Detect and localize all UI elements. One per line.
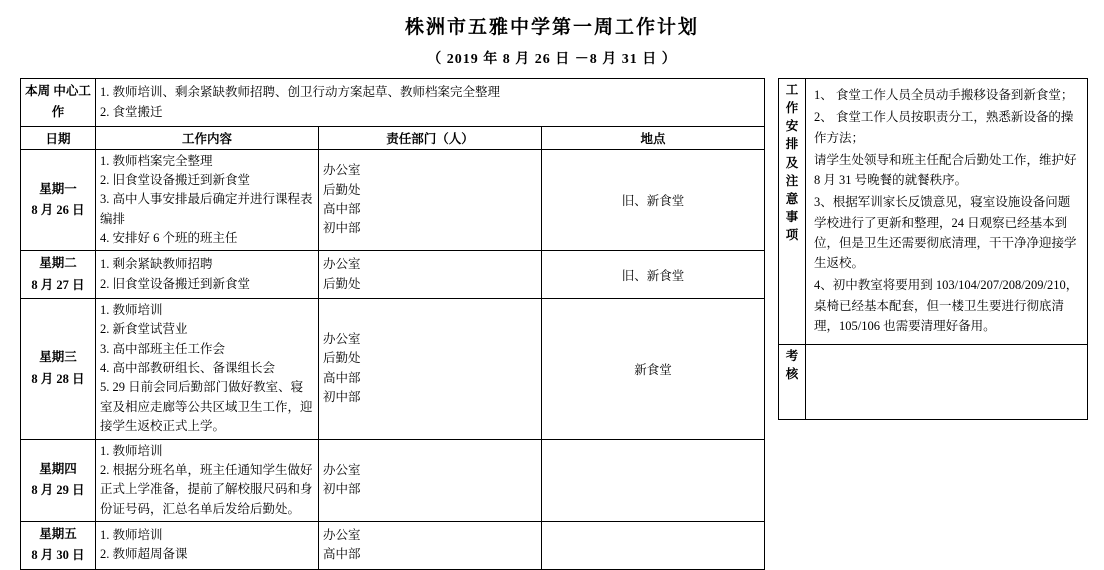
department-item: 初中部 [323, 390, 361, 405]
note-item: 1、 食堂工作人员全员动手搬移设备到新食堂； [814, 88, 1074, 102]
row-place [542, 439, 765, 522]
row-department [319, 251, 542, 299]
department-item: 后勤处 [323, 182, 361, 197]
vertical-char: 项 [785, 228, 799, 242]
department-item: 后勤处 [323, 351, 361, 366]
row-date [21, 439, 96, 522]
header-department: 责任部门（人） [319, 126, 542, 149]
row-date-weekday: 星期四 [39, 462, 77, 476]
row-date [21, 149, 96, 251]
table-row [21, 298, 765, 439]
vertical-char: 意 [785, 191, 799, 206]
row-date-weekday: 星期五 [39, 527, 77, 541]
content-item: 3. 高中人事安排最后确定并进行课程表编排 [100, 192, 313, 226]
content-item: 4. 高中部教研组长、备课组长会 [100, 361, 276, 375]
row-date [21, 298, 96, 439]
department-item: 高中部 [323, 201, 361, 216]
content-item: 2. 旧食堂设备搬迁到新食堂 [100, 172, 251, 187]
department-item: 后勤处 [323, 276, 361, 291]
row-date-weekday: 星期三 [39, 350, 77, 365]
content-area [0, 78, 1104, 570]
department-item: 办公室 [323, 163, 361, 178]
department-item: 办公室 [323, 462, 361, 477]
row-place: 旧、新食堂 [542, 251, 765, 299]
notes-body [806, 79, 1088, 345]
row-content [96, 522, 319, 570]
row-date-date: 8 月 26 日 [31, 202, 85, 217]
row-place [542, 522, 765, 570]
assessment-body [806, 345, 1088, 420]
focus-content [96, 79, 765, 127]
row-department [319, 149, 542, 251]
notes-row [779, 79, 1088, 345]
department-item: 高中部 [323, 370, 361, 385]
note-item: 4、初中教室将要用到 103/104/207/208/209/210，桌椅已经基本配套，但一楼卫生要进行彻底清理，105/106 也需要清理好备用。 [814, 278, 1079, 333]
header-content: 工作内容 [96, 126, 319, 149]
focus-row [21, 79, 765, 127]
row-department [319, 522, 542, 570]
vertical-char: 注 [785, 173, 799, 188]
vertical-char: 排 [785, 137, 799, 152]
content-item: 2. 新食堂试营业 [100, 322, 188, 337]
row-date-date: 8 月 28 日 [31, 371, 85, 386]
department-item: 初中部 [323, 221, 361, 236]
department-item: 办公室 [323, 257, 361, 272]
vertical-char: 及 [785, 155, 799, 170]
row-department [319, 439, 542, 522]
department-item: 初中部 [323, 482, 361, 497]
row-content [96, 298, 319, 439]
content-item: 1. 剩余紧缺教师招聘 [100, 257, 213, 272]
department-item: 办公室 [323, 331, 361, 346]
row-department [319, 298, 542, 439]
focus-item: 1. 教师培训、剩余紧缺教师招聘、创卫行动方案起草、教师档案完全整理 [100, 85, 501, 100]
document-page [0, 12, 1104, 563]
note-item: 2、 食堂工作人员按职责分工，熟悉新设备的操作方法； [814, 110, 1074, 145]
vertical-char: 核 [785, 367, 799, 382]
vertical-char: 考 [785, 349, 799, 363]
row-date-date: 8 月 29 日 [31, 483, 85, 498]
header-date: 日期 [21, 126, 96, 149]
content-item: 4. 安排好 6 个班的班主任 [100, 231, 238, 245]
row-content [96, 251, 319, 299]
page-subtitle: （ 2019 年 8 月 26 日 －8 月 31 日 ） [427, 52, 677, 67]
content-item: 1. 教师培训 [100, 443, 163, 458]
focus-label-line2: 中心工作 [51, 84, 91, 120]
vertical-char: 工 [785, 83, 799, 97]
weekly-plan-table [20, 78, 765, 570]
vertical-char: 作 [785, 101, 799, 116]
note-item: 请学生处领导和班主任配合后勤处工作，维护好 8 月 31 号晚餐的就餐秩序。 [814, 152, 1077, 187]
notes-table [778, 78, 1088, 420]
content-item: 1. 教师培训 [100, 527, 163, 542]
row-place: 新食堂 [542, 298, 765, 439]
row-date-weekday: 星期一 [39, 181, 77, 196]
row-place: 旧、新食堂 [542, 149, 765, 251]
row-date [21, 251, 96, 299]
content-item: 2. 根据分班名单，班主任通知学生做好正式上学准备，提前了解校服尺码和身份证号码，汇总名单后发给后勤处。 [100, 462, 313, 516]
table-row [21, 251, 765, 299]
focus-label [21, 79, 96, 127]
focus-item: 2. 食堂搬迁 [100, 105, 163, 120]
header-row [21, 126, 765, 149]
row-date [21, 522, 96, 570]
header-place: 地点 [542, 126, 765, 149]
content-item: 1. 教师档案完全整理 [100, 153, 213, 168]
table-row [21, 439, 765, 522]
vertical-char: 安 [785, 119, 799, 134]
notes-vertical-label [779, 79, 806, 345]
row-date-date: 8 月 30 日 [31, 548, 85, 563]
row-date-weekday: 星期二 [39, 256, 77, 271]
content-item: 3. 高中部班主任工作会 [100, 341, 226, 356]
department-item: 高中部 [323, 547, 361, 562]
page-title: 株洲市五雅中学第一周工作计划 [404, 17, 699, 38]
note-item: 3、根据军训家长反馈意见，寝室设施设备问题学校进行了更新和整理，24 日观察已经基本到位，但是卫生还需要彻底清理，干干净净迎接学生返校。 [814, 195, 1077, 270]
table-row [21, 149, 765, 251]
content-item: 5. 29 日前会同后勤部门做好教室、寝室及相应走廊等公共区域卫生工作，迎接学生返校正式上学。 [100, 380, 313, 434]
row-date-date: 8 月 27 日 [31, 277, 85, 292]
department-item: 办公室 [323, 527, 361, 542]
assessment-row [779, 345, 1088, 420]
assessment-vertical-label [779, 345, 806, 420]
content-item: 2. 旧食堂设备搬迁到新食堂 [100, 276, 251, 291]
row-content [96, 149, 319, 251]
vertical-char: 事 [785, 209, 799, 224]
content-item: 2. 教师超周备课 [100, 547, 188, 562]
row-content [96, 439, 319, 522]
content-item: 1. 教师培训 [100, 302, 163, 317]
focus-label-line1: 本周 [25, 84, 51, 98]
table-row [21, 522, 765, 570]
